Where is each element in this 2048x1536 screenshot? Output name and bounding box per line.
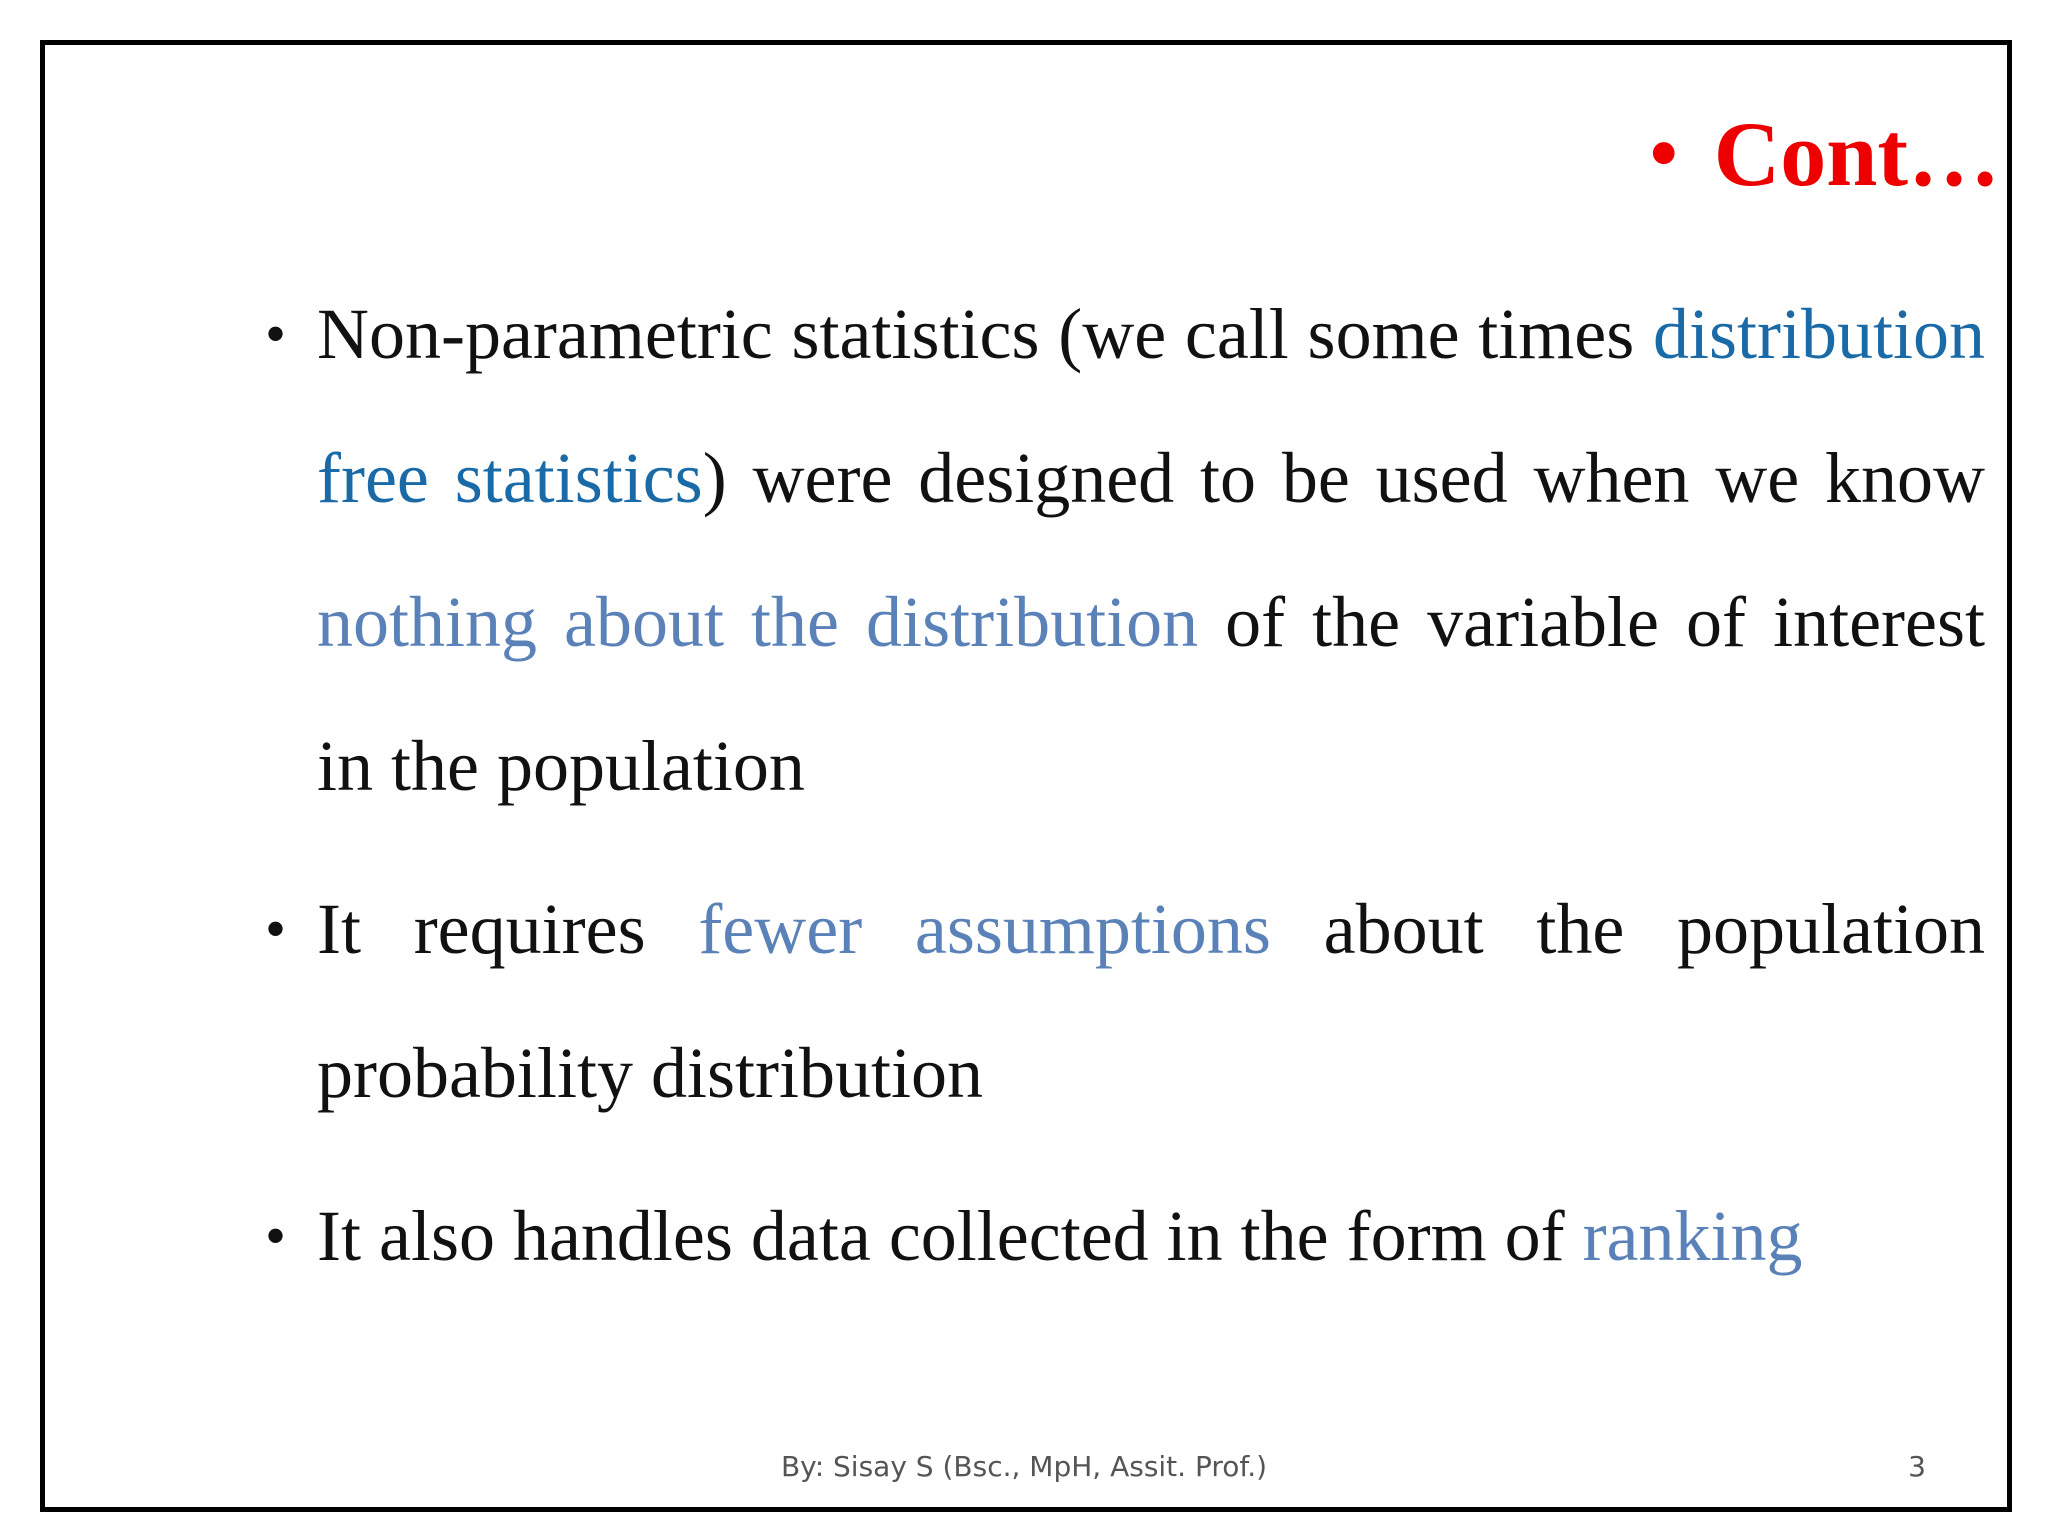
bullet-1-text-1: Non-parametric statistics (we call some times xyxy=(317,294,1653,374)
bullet-marker: • xyxy=(265,301,287,367)
page-number: 3 xyxy=(1908,1450,1926,1483)
bullet-2-text-2: about the population probability distribution xyxy=(317,889,1986,1113)
bullet-marker: • xyxy=(265,896,287,962)
bullet-1-text-2: ) were designed to be used when we know xyxy=(702,438,1986,518)
bullet-3-text-1: It also handles data collected in the form of xyxy=(317,1196,1583,1276)
slide-title xyxy=(1649,103,2000,205)
footer-credit: By: Sisay S (Bsc., MpH, Assit. Prof.) xyxy=(780,1450,1268,1483)
highlight-distribution-free-statistics: distribution free statistics xyxy=(317,294,1985,518)
title-bullet: • xyxy=(1649,110,1678,198)
bullet-item-1 xyxy=(265,262,1985,838)
bullet-item-2 xyxy=(265,857,1985,1145)
bullet-list xyxy=(265,262,1985,1308)
highlight-ranking: ranking xyxy=(1582,1196,1803,1276)
bullet-1-text-3: of the variable of interest in the population xyxy=(317,582,1985,806)
bullet-2-text-1: It requires xyxy=(317,889,699,969)
bullet-marker: • xyxy=(265,1203,287,1269)
title-text: Cont… xyxy=(1713,103,2000,205)
highlight-nothing-about-distribution: nothing about the distribution xyxy=(317,582,1199,662)
bullet-item-3 xyxy=(265,1164,1985,1308)
highlight-fewer-assumptions: fewer assumptions xyxy=(698,889,1271,969)
